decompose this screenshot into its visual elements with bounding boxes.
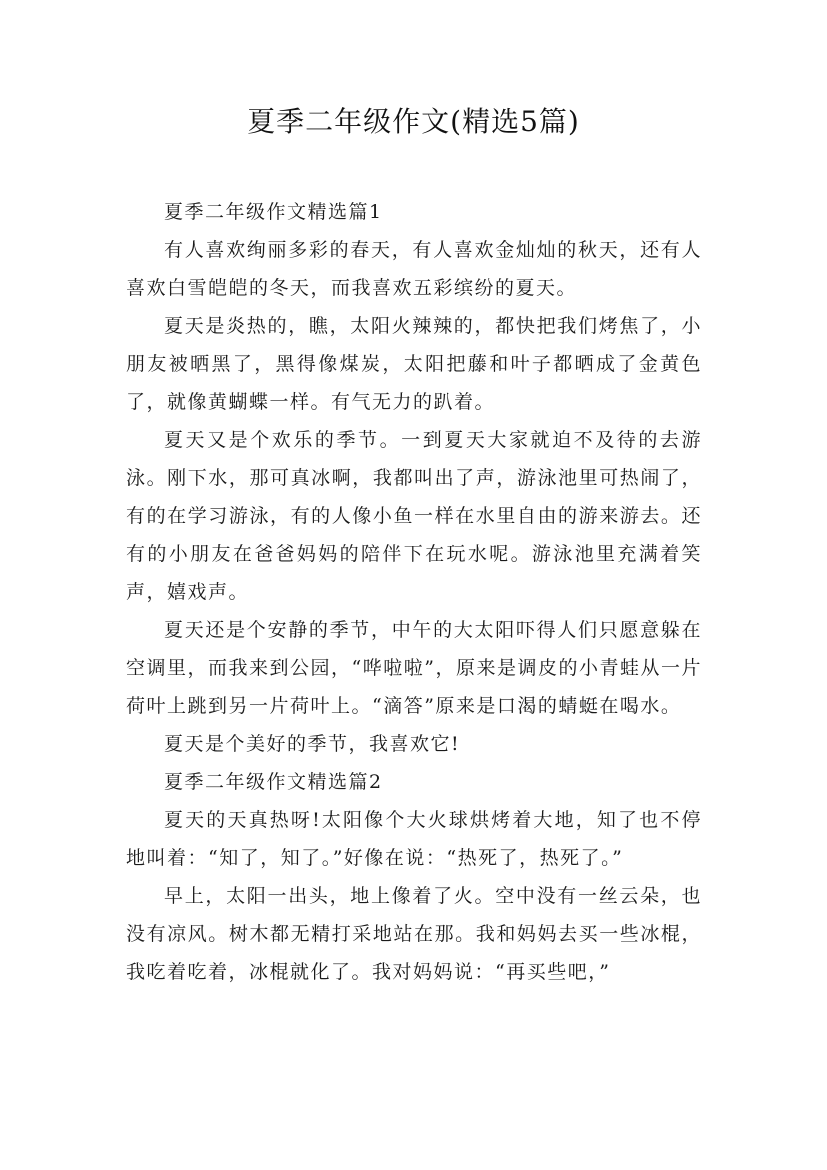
paragraph: 夏天的天真热呀!太阳像个大火球烘烤着大地，知了也不停地叫着：“知了，知了。”好像在说：“热死了，热死了。”: [126, 809, 702, 869]
section-heading-1: 夏季二年级作文精选篇1: [164, 201, 383, 223]
paragraph: 早上，太阳一出头，地上像着了火。空中没有一丝云朵，也没有凉风。树木都无精打采地站在那。我和妈妈去买一些冰棍，我吃着吃着，冰棍就化了。我对妈妈说：“再买些吧，”: [126, 885, 702, 983]
document-body: [126, 193, 702, 991]
paragraph: 夏天是炎热的，瞧，太阳火辣辣的，都快把我们烤焦了，小朋友被晒黑了，黑得像煤炭，太阳把藤和叶子都晒成了金黄色了，就像黄蝴蝶一样。有气无力的趴着。: [126, 315, 702, 413]
document-title: 夏季二年级作文(精选5篇): [247, 105, 580, 138]
paragraph: 夏天还是个安静的季节，中午的大太阳吓得人们只愿意躲在空调里，而我来到公园，“哗啦啦”，原来是调皮的小青蛙从一片荷叶上跳到另一片荷叶上。“滴答”原来是口渴的蜻蜓在喝水。: [126, 619, 702, 717]
section-heading-2: 夏季二年级作文精选篇2: [164, 771, 383, 793]
paragraph: 有人喜欢绚丽多彩的春天，有人喜欢金灿灿的秋天，还有人喜欢白雪皑皑的冬天，而我喜欢五彩缤纷的夏天。: [126, 239, 702, 299]
paragraph: 夏天是个美好的季节，我喜欢它!: [164, 733, 461, 755]
paragraph: 夏天又是个欢乐的季节。一到夏天大家就迫不及待的去游泳。刚下水，那可真冰啊，我都叫出了声，游泳池里可热闹了，有的在学习游泳，有的人像小鱼一样在水里自由的游来游去。还有的小朋友在爸爸妈妈的陪伴下在玩水呢。游泳池里充满着笑声，嬉戏声。: [126, 429, 702, 603]
